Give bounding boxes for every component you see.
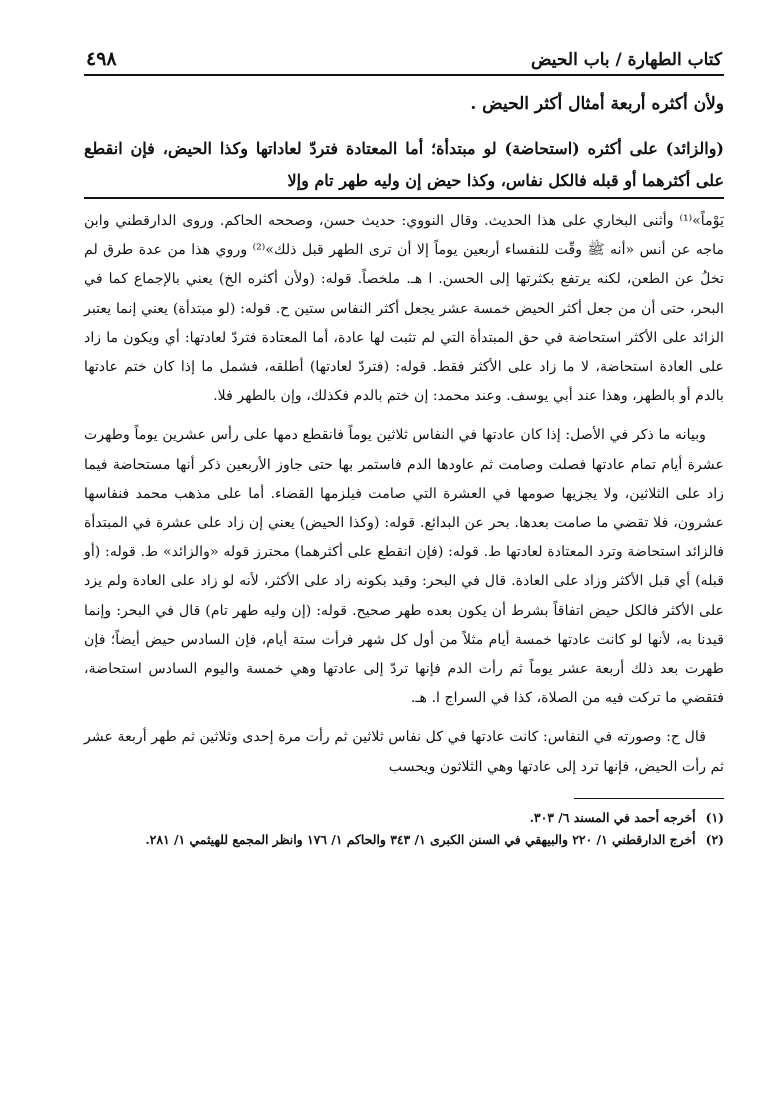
commentary-paragraph-1: يَوْماً»⁽¹⁾ وأثنى البخاري على هذا الحديث. وقال النووي: حديث حسن، وصححه الحاكم. وروى الدارقطني وابن ماجه عن أنس «أنه ﷺ وقّت للنفساء أربعين يوماً إلا أن ترى الطهر قبل ذلك»⁽²⁾ وروي هذا من عدة طرق لم تخلُ عن الطعن، لكنه يرتفع بكثرتها إلى الحسن. ا هـ. ملخصاً. قوله: (ولأن أكثره الخ) يعني بالإجماع كما في البحر، حتى أن من جعل أكثر الحيض خمسة عشر يجعل أكثر النفاس ستين ح. قوله: (لو مبتدأة) يعني إنما يعتبر الزائد على الأكثر استحاضة في حق المبتدأة التي لم تثبت لها عادة، أما المعتادة فتردّ لعادتها: أي ويكون ما زاد على العادة استحاضة، لا ما زاد على الأكثر فقط. قوله: (فتردّ لعادتها) أطلقه، فشمل ما إذا كان ختم عادتها بالدم أو بالطهر، وهذا عند أبي يوسف. وعند محمد: إن ختم بالدم فكذلك، وإن بالطهر فلا. [84, 213, 724, 405]
page-number: ٤٩٨ [86, 48, 117, 70]
running-header [84, 40, 724, 76]
footnote-text: أخرج الدارقطني ١/ ٢٢٠ والبيهقي في السنن الكبرى ١/ ٣٤٣ والحاكم ١/ ١٧٦ وانظر المجمع للهيثمي ١/ ٢٨١. [145, 831, 696, 847]
footnote-2 [84, 829, 724, 851]
commentary [84, 207, 724, 782]
footnote-number: (١) [705, 809, 724, 825]
footnote-divider [574, 798, 724, 799]
commentary-paragraph-2: وبيانه ما ذكر في الأصل: إذا كان عادتها في النفاس ثلاثين يوماً فانقطع دمها على رأس عشرين يوماً وطهرت عشرة أيام تمام عادتها فصلت وصامت ثم عاودها الدم فاستمر بها حتى جاوز الأربعين ذكر أنها مستحاضة فيما زاد على الثلاثين، ولا يجزيها صومها في العشرة التي صامت فيلزمها القضاء. أما على مذهب محمد فنفاسها عشرون، فلا تقضي ما صامت بعدها. بحر عن البدائع. قوله: (وكذا الحيض) يعني إن زاد على عشرة في المبتدأة فالزائد استحاضة وترد المعتادة لعادتها ط. قوله: (فإن انقطع على أكثرهما) محترز قوله «والزائد» ط. قوله: (أو قبله) أي قبل الأكثر وزاد على العادة. قال في البحر: وقيد بكونه زاد على الأكثر، لأنه لو زاد على العادة ولم يزد على الأكثر فالكل حيض اتفاقاً بشرط أن يكون بعده طهر صحيح. قوله: (إن وليه طهر تام) قال في البحر: وإنما قيدنا به، لأنها لو كانت عادتها خمسة أيام مثلاً من أول كل شهر فرأت ستة أيام، فإن السادس حيض أيضاً؛ فإن طهرت بعد ذلك أربعة عشر يوماً ثم رأت الدم فإنها تردّ إلى عادتها وهي خمسة واليوم السادس استحاضة، فتقضي ما تركت فيه من الصلاة، كذا في السراج ا. هـ. [84, 427, 724, 707]
commentary-paragraph-3: قال ح: وصورته في النفاس: كانت عادتها في كل نفاس ثلاثين ثم رأت مرة إحدى وثلاثين ثم طهر أربعة عشر ثم رأت الحيض، فإنها ترد إلى عادتها وهي الثلاثون ويحسب [84, 729, 724, 775]
matn-divider [84, 197, 724, 199]
continued-matn-line: ولأن أكثره أربعة أمثال أكثر الحيض . [470, 94, 724, 114]
footnote-1 [84, 807, 724, 829]
footnotes [84, 807, 724, 851]
footnote-text: أخرجه أحمد في المسند ٦/ ٣٠٣. [529, 809, 696, 825]
footnote-number: (٢) [705, 831, 724, 847]
matn-text: (والزائد) على أكثره (استحاضة) لو مبتدأة؛ أما المعتادة فتردّ لعاداتها وكذا الحيض، فإن انقطع على أكثرهما أو قبله فالكل نفاس، وكذا حيض إن وليه طهر تام وإلا [84, 139, 724, 190]
header-title: كتاب الطهارة / باب الحيض [530, 50, 722, 70]
book-page [84, 40, 724, 1080]
